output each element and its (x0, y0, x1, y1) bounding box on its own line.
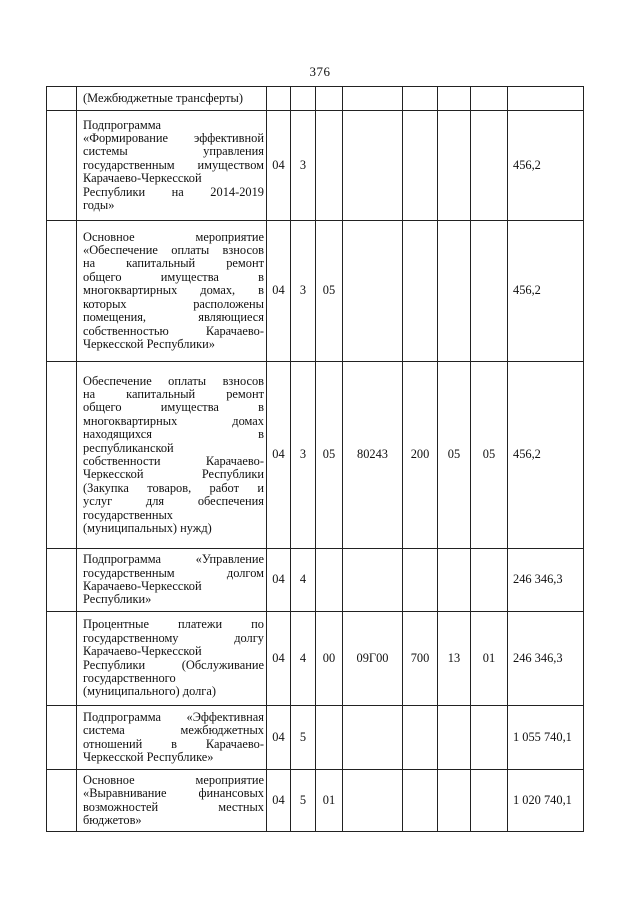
item-name-line: «Формирование эффективной (83, 130, 264, 145)
row-marker-cell (47, 221, 77, 362)
code-cell-2: 5 (291, 770, 316, 832)
item-name-cell (77, 87, 267, 111)
item-name-line: возможностей местных (83, 799, 264, 814)
code-cell-3 (316, 87, 343, 111)
code-cell-4: 80243 (343, 362, 403, 549)
item-name-line: государственным долгом (83, 565, 264, 580)
item-name-line: республиканской (83, 440, 174, 455)
code-cell-1: 04 (267, 111, 291, 221)
item-name-line: Черкесской Республики (83, 467, 264, 482)
item-name-line: Карачаево-Черкесской (83, 171, 202, 186)
amount-cell: 246 346,3 (508, 612, 584, 706)
item-name-line: Республики (Обслуживание (83, 657, 264, 672)
code-cell-3: 01 (316, 770, 343, 832)
table-row (47, 362, 584, 549)
item-name-cell (77, 111, 267, 221)
item-name-line: системы управления (83, 144, 264, 159)
code-cell-3: 00 (316, 612, 343, 706)
item-name-line: Черкесской Республике» (83, 749, 214, 764)
item-name-line: Карачаево-Черкесской (83, 644, 202, 659)
code-cell-1 (267, 87, 291, 111)
code-cell-1: 04 (267, 706, 291, 770)
code-cell-2: 5 (291, 706, 316, 770)
code-cell-5: 200 (403, 362, 438, 549)
item-name-line: многоквартирных домах, в (83, 283, 264, 298)
row-marker-cell (47, 612, 77, 706)
item-name-line: находящихся в (83, 427, 264, 442)
item-name-line: Процентные платежи по (83, 617, 264, 632)
code-cell-1: 04 (267, 362, 291, 549)
item-name-line: система межбюджетных (83, 723, 264, 738)
code-cell-7 (471, 706, 508, 770)
row-marker-cell (47, 770, 77, 832)
code-cell-3 (316, 706, 343, 770)
item-name-cell (77, 706, 267, 770)
item-name-line: Подпрограмма «Эффективная (83, 709, 264, 724)
item-name-line: «Выравнивание финансовых (83, 786, 264, 801)
item-name-line: Республики» (83, 592, 152, 607)
code-cell-5 (403, 706, 438, 770)
amount-cell: 1 020 740,1 (508, 770, 584, 832)
code-cell-5 (403, 770, 438, 832)
code-cell-5 (403, 221, 438, 362)
table-row (47, 770, 584, 832)
code-cell-2: 4 (291, 612, 316, 706)
row-marker-cell (47, 549, 77, 612)
item-name-cell (77, 612, 267, 706)
item-name-line: которых расположены (83, 296, 264, 311)
code-cell-5 (403, 111, 438, 221)
code-cell-4 (343, 549, 403, 612)
item-name-line: государственных (83, 507, 174, 522)
item-name-line: общего имущества в (83, 269, 264, 284)
code-cell-2: 3 (291, 111, 316, 221)
item-name-line: помещения, являющиеся (83, 310, 264, 325)
code-cell-5 (403, 549, 438, 612)
item-name-line: общего имущества в (83, 400, 264, 415)
item-name-cell (77, 770, 267, 832)
code-cell-4 (343, 111, 403, 221)
item-name-line: Обеспечение оплаты взносов (83, 373, 264, 388)
code-cell-6 (438, 221, 471, 362)
code-cell-4: 09Г00 (343, 612, 403, 706)
code-cell-7 (471, 87, 508, 111)
code-cell-3 (316, 111, 343, 221)
table-row (47, 706, 584, 770)
item-name-line: Черкесской Республики» (83, 336, 215, 351)
code-cell-2: 4 (291, 549, 316, 612)
code-cell-7 (471, 111, 508, 221)
code-cell-6 (438, 770, 471, 832)
item-name-line: «Обеспечение оплаты взносов (83, 243, 264, 258)
item-name-line: Карачаево-Черкесской (83, 579, 202, 593)
code-cell-1: 04 (267, 612, 291, 706)
code-cell-2 (291, 87, 316, 111)
amount-cell: 456,2 (508, 362, 584, 549)
code-cell-6 (438, 549, 471, 612)
code-cell-6: 13 (438, 612, 471, 706)
budget-table (46, 86, 584, 832)
code-cell-2: 3 (291, 362, 316, 549)
amount-cell: 246 346,3 (508, 549, 584, 612)
code-cell-4 (343, 770, 403, 832)
item-name-line: Республики на 2014-2019 (83, 184, 264, 199)
item-name-line: Основное мероприятие (83, 772, 264, 787)
item-name-line: услуг для обеспечения (83, 494, 264, 509)
item-name-line: Основное мероприятие (83, 229, 264, 244)
table-row (47, 549, 584, 612)
item-name-line: государственным имуществом (83, 157, 264, 172)
table-body (47, 87, 584, 832)
code-cell-6 (438, 87, 471, 111)
item-name-line: годы» (83, 198, 115, 213)
code-cell-4 (343, 87, 403, 111)
row-marker-cell (47, 111, 77, 221)
code-cell-3: 05 (316, 362, 343, 549)
amount-cell (508, 87, 584, 111)
item-name-line: (Межбюджетные трансферты) (83, 90, 243, 105)
code-cell-4 (343, 221, 403, 362)
row-marker-cell (47, 706, 77, 770)
item-name-line: на капитальный ремонт (83, 386, 264, 401)
table-row (47, 221, 584, 362)
amount-cell: 1 055 740,1 (508, 706, 584, 770)
code-cell-7: 01 (471, 612, 508, 706)
row-marker-cell (47, 362, 77, 549)
item-name-line: (муниципального) долга) (83, 684, 217, 699)
page-number: 376 (309, 64, 331, 79)
code-cell-1: 04 (267, 770, 291, 832)
item-name-line: собственности Карачаево- (83, 454, 264, 468)
code-cell-4 (343, 706, 403, 770)
code-cell-3 (316, 549, 343, 612)
item-name-line: Подпрограмма «Управление (83, 552, 264, 567)
code-cell-7 (471, 221, 508, 362)
code-cell-1: 04 (267, 549, 291, 612)
row-marker-cell (47, 87, 77, 111)
item-name-line: на капитальный ремонт (83, 256, 264, 271)
code-cell-5 (403, 87, 438, 111)
code-cell-3: 05 (316, 221, 343, 362)
item-name-line: (Закупка товаров, работ и (83, 480, 264, 495)
item-name-line: Подпрограмма (83, 117, 161, 132)
table-row (47, 111, 584, 221)
table-row (47, 612, 584, 706)
code-cell-7: 05 (471, 362, 508, 549)
item-name-line: государственного (83, 670, 176, 685)
item-name-line: государственному долгу (83, 630, 264, 645)
item-name-line: отношений в Карачаево- (83, 736, 264, 751)
code-cell-2: 3 (291, 221, 316, 362)
code-cell-7 (471, 549, 508, 612)
item-name-line: (муниципальных) нужд) (83, 521, 212, 536)
table-row (47, 87, 584, 111)
code-cell-6: 05 (438, 362, 471, 549)
item-name-line: собственностью Карачаево- (83, 323, 264, 338)
code-cell-7 (471, 770, 508, 832)
item-name-line: бюджетов» (83, 812, 142, 827)
code-cell-6 (438, 111, 471, 221)
item-name-line: многоквартирных домах (83, 413, 264, 428)
item-name-cell (77, 362, 267, 549)
item-name-cell (77, 549, 267, 612)
code-cell-1: 04 (267, 221, 291, 362)
code-cell-6 (438, 706, 471, 770)
amount-cell: 456,2 (508, 221, 584, 362)
item-name-cell (77, 221, 267, 362)
amount-cell: 456,2 (508, 111, 584, 221)
code-cell-5: 700 (403, 612, 438, 706)
